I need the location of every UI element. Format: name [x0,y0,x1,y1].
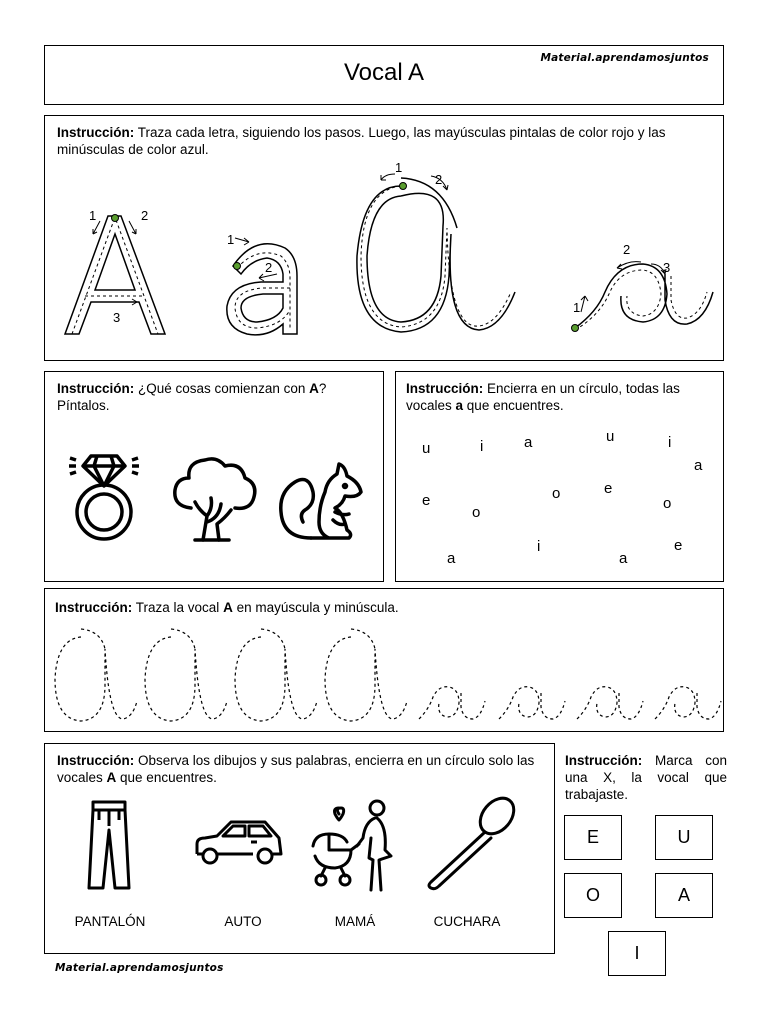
start-dot [400,183,407,190]
header-box [44,45,724,105]
step-number-2: 2 [435,172,443,187]
instruction-letter: A [223,600,233,615]
uppercase-arrow-3 [103,299,137,305]
lowercase-a-outline [227,244,297,335]
scatter-letter[interactable]: u [606,428,615,445]
instruction-text: Traza la vocal [132,600,224,615]
circle-vowels-section [395,371,724,582]
scatter-letter[interactable]: a [524,434,533,451]
cursive-lowercase-arrow-2 [617,262,641,269]
cursive-uppercase-outline-inner [367,193,443,322]
instruction-text: Traza cada letra, siguiendo los pasos. Luego, las mayúsculas pintalas de color rojo y las minúsculas de color azul. [57,125,666,157]
starts-with-a-instruction [57,380,377,414]
ring-icon[interactable] [67,444,147,544]
word-label: MAMÁ [334,914,376,929]
instruction-letter: A [106,770,117,785]
cursive-lowercase-dash [575,270,707,330]
lowercase-arrow-1 [235,238,249,245]
step-number-1: 1 [573,300,581,315]
instruction-text: en mayúscula y minúscula. [232,600,399,615]
start-dot [112,215,119,222]
trace-cursive-uppercase [325,629,407,721]
vowel-option-o[interactable]: O [564,873,622,918]
step-number-2: 2 [623,242,631,257]
step-number-3: 3 [663,260,671,275]
step-number-1: 1 [89,208,97,223]
header-brand: Material.aprendamosjuntos [540,52,709,64]
step-number-3: 3 [113,310,121,325]
trace-cursive-uppercase [55,629,137,721]
scatter-letter[interactable]: o [472,504,481,521]
starts-with-a-section [44,371,384,582]
trace-cursive-lowercase [419,687,485,719]
instruction-label: Instrucción: [57,753,135,768]
instruction-letter: a [455,398,464,413]
cursive-uppercase-outline [357,178,515,332]
trace-cursive-lowercase [655,687,721,719]
scatter-letter[interactable]: a [619,550,628,567]
word-label: CUCHARA [433,914,501,929]
scatter-letter[interactable]: e [674,537,683,554]
step-number-1: 1 [395,160,403,175]
start-dot [234,263,241,270]
scatter-letter[interactable]: i [668,434,672,451]
mother-stroller-icon [307,798,407,898]
scatter-letter[interactable]: i [480,438,484,455]
instruction-text: ¿Qué cosas comienzan con [134,381,310,396]
step-number-2: 2 [141,208,149,223]
trace-steps-section [44,115,724,361]
scatter-letter[interactable]: i [537,538,541,555]
tree-icon[interactable] [165,452,265,552]
trace-vowel-section [44,588,724,732]
vowel-option-i[interactable]: I [608,931,666,976]
start-dot [572,325,579,332]
trace-cursive-lowercase [499,687,565,719]
circle-vowels-instruction [406,380,716,414]
instruction-text: Marca con una X, la vocal que trabajaste. [565,753,727,802]
cursive-arrow-1 [381,174,395,180]
scatter-letter[interactable]: u [422,440,431,457]
instruction-text: que encuentres. [116,770,217,785]
squirrel-icon[interactable] [273,452,373,552]
instruction-label: Instrucción: [565,753,643,768]
instruction-label: Instrucción: [57,381,135,396]
trace-cursive-lowercase [577,687,643,719]
word-label: PANTALÓN [74,914,146,929]
pants-icon [79,796,139,896]
vowel-option-e[interactable]: E [564,815,622,860]
uppercase-a-dash-right [116,220,158,334]
uppercase-arrow-2 [129,221,136,234]
scatter-letter[interactable]: o [552,485,561,502]
instruction-text: que encuentres. [463,398,564,413]
vowel-option-a[interactable]: A [655,873,713,918]
instruction-text: ? Píntalos. [57,381,327,413]
page-title: Vocal A [343,59,425,86]
scatter-letter[interactable]: o [663,495,672,512]
words-section [44,743,555,954]
trace-cursive-uppercase [235,629,317,721]
trace-cursive-uppercase [145,629,227,721]
vowel-option-u[interactable]: U [655,815,713,860]
scatter-letter[interactable]: a [447,550,456,567]
instruction-letter: A [309,381,319,396]
scatter-letter[interactable]: a [694,457,703,474]
word-label: AUTO [224,914,262,929]
scatter-letter[interactable]: e [604,480,613,497]
letter-a-uppercase-guide [45,116,725,362]
lowercase-a-dash [235,253,290,330]
instruction-text: Observa los dibujos y sus palabras, encierra en un círculo solo las vocales [57,753,535,785]
uppercase-a-dash-left [72,220,114,334]
cursive-lowercase-arrow-1 [581,296,588,312]
tracing-row[interactable] [45,589,725,733]
spoon-icon [421,794,521,894]
car-icon [191,814,291,884]
cursive-lowercase-outline [575,264,713,328]
scatter-letter[interactable]: e [422,492,431,509]
mark-vowel-instruction [565,752,727,803]
footer-brand: Material.aprendamosjuntos [55,962,224,974]
cursive-uppercase-dash [361,186,511,327]
instruction-label: Instrucción: [406,381,484,396]
step-number-2: 2 [265,260,273,275]
lowercase-arrow-2 [259,274,277,281]
instruction-label: Instrucción: [57,125,135,140]
instruction-label: Instrucción: [55,600,133,615]
words-instruction [57,752,547,786]
step-number-1: 1 [227,232,235,247]
instruction-text: Encierra en un círculo, todas las vocales [406,381,680,413]
